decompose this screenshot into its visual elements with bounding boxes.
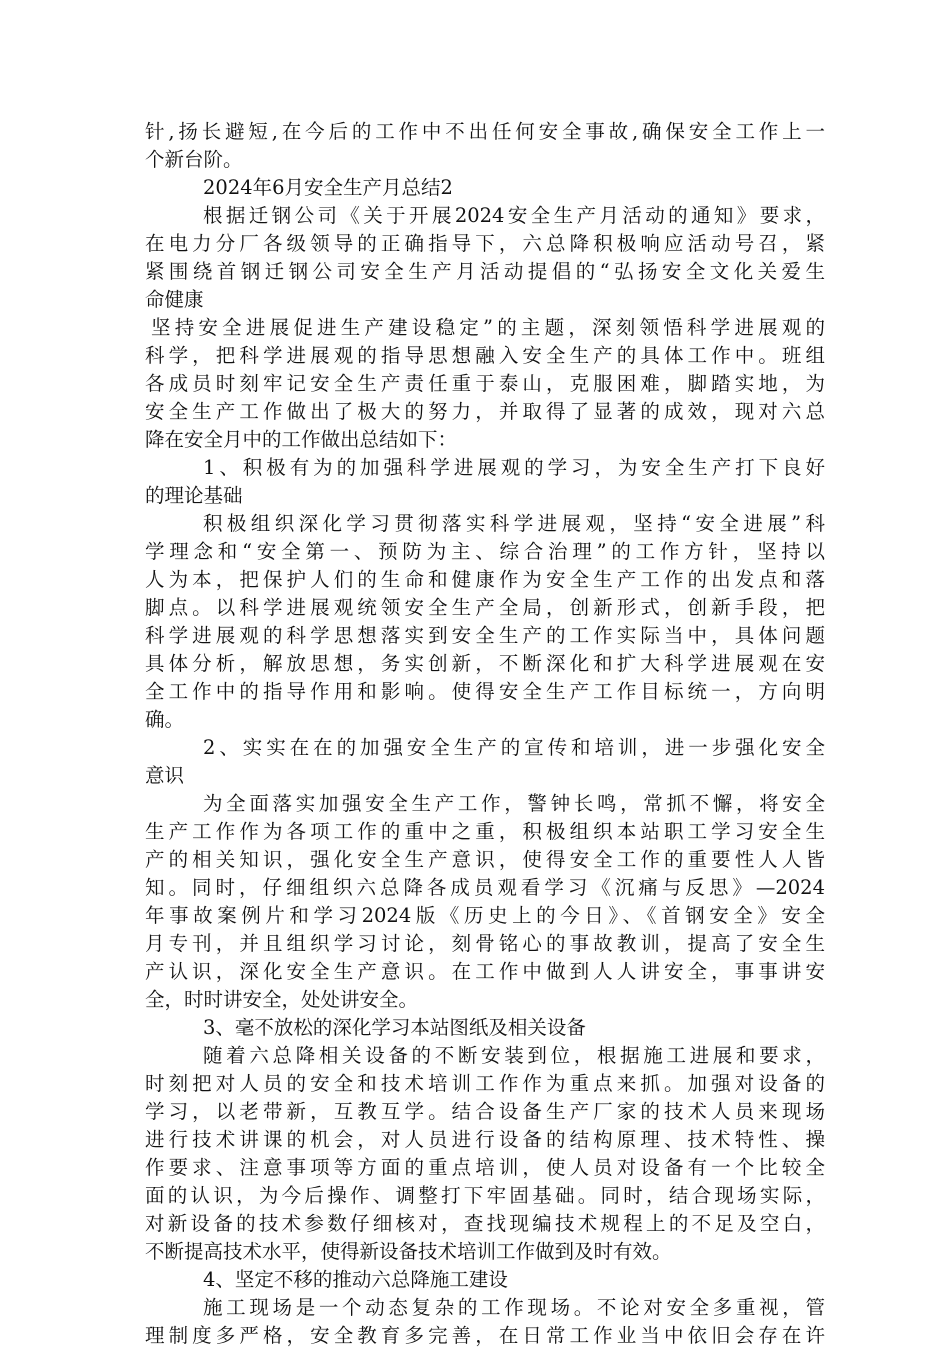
text-line: 学习，以老带新，互教互学。结合设备生产厂家的技术人员来现场 [145,1100,825,1123]
text-line: 降在安全月中的工作做出总结如下： [145,428,458,451]
text-line: 根据迁钢公司《关于开展2024安全生产月活动的通知》要求， [203,204,825,227]
text-line: 具体分析，解放思想，务实创新，不断深化和扩大科学进展观在安 [145,652,825,675]
section-heading: 2024年6月安全生产月总结2 [203,176,453,199]
text-line: 产认识，深化安全生产意识。在工作中做到人人讲安全，事事讲安 [145,960,825,983]
text-line: 施工现场是一个动态复杂的工作现场。不论对安全多重视，管 [203,1296,825,1319]
text-line: 紧围绕首钢迁钢公司安全生产月活动提倡的“弘扬安全文化关爱生 [145,260,825,283]
text-line: 各成员时刻牢记安全生产责任重于泰山，克服困难，脚踏实地，为 [145,372,825,395]
text-line: 安全生产工作做出了极大的努力，并取得了显著的成效，现对六总 [145,400,825,423]
text-line: 命健康 [145,288,204,311]
subheading-line: 1、积极有为的加强科学进展观的学习，为安全生产打下良好 [203,456,825,479]
document-body [145,118,825,1350]
subheading-line: 4、坚定不移的推动六总降施工建设 [203,1268,508,1291]
text-line: 面的认识，为今后操作、调整打下牢固基础。同时，结合现场实际， [145,1184,825,1207]
text-line: 全，时时讲安全，处处讲安全。 [145,988,419,1011]
text-line: 产的相关知识，强化安全生产意识，使得安全工作的重要性人人皆 [145,848,825,871]
text-line: 在电力分厂各级领导的正确指导下，六总降积极响应活动号召，紧 [145,232,825,255]
text-line: 对新设备的技术参数仔细核对，查找现编技术规程上的不足及空白， [145,1212,825,1235]
text-line: 随着六总降相关设备的不断安装到位，根据施工进展和要求， [203,1044,825,1067]
subheading-line: 3、毫不放松的深化学习本站图纸及相关设备 [203,1016,586,1039]
text-line: 知。同时，仔细组织六总降各成员观看学习《沉痛与反思》—2024 [145,876,825,899]
text-line: 时刻把对人员的安全和技术培训工作作为重点来抓。加强对设备的 [145,1072,825,1095]
text-line: 坚持安全进展促进生产建设稳定”的主题，深刻领悟科学进展观的 [151,316,825,339]
text-line: 生产工作作为各项工作的重中之重，积极组织本站职工学习安全生 [145,820,825,843]
text-line: 脚点。以科学进展观统领安全生产全局，创新形式，创新手段，把 [145,596,825,619]
text-line: 确。 [145,708,185,731]
text-line: 针,扬长避短,在今后的工作中不出任何安全事故,确保安全工作上一 [145,120,825,143]
text-line: 人为本，把保护人们的生命和健康作为安全生产工作的出发点和落 [145,568,825,591]
subheading-line: 2、实实在在的加强安全生产的宣传和培训，进一步强化安全 [203,736,825,759]
text-line: 科学，把科学进展观的指导思想融入安全生产的具体工作中。班组 [145,344,825,367]
text-line: 为全面落实加强安全生产工作，警钟长鸣，常抓不懈，将安全 [203,792,825,815]
text-line: 理制度多严格，安全教育多完善，在日常工作业当中依旧会存在许 [145,1324,825,1347]
subheading-line: 的理论基础 [145,484,243,507]
text-line: 个新台阶。 [145,148,243,171]
text-line: 不断提高技术水平，使得新设备技术培训工作做到及时有效。 [145,1240,672,1263]
subheading-line: 意识 [145,764,185,787]
text-line: 科学进展观的科学思想落实到安全生产的工作实际当中，具体问题 [145,624,825,647]
text-line: 作要求、注意事项等方面的重点培训，使人员对设备有一个比较全 [145,1156,825,1179]
text-line: 年事故案例片和学习2024版《历史上的今日》、《首钢安全》安全 [145,904,825,927]
text-line: 全工作中的指导作用和影响。使得安全生产工作目标统一，方向明 [145,680,825,703]
text-line: 进行技术讲课的机会，对人员进行设备的结构原理、技术特性、操 [145,1128,825,1151]
text-line: 月专刊，并且组织学习讨论，刻骨铭心的事故教训，提高了安全生 [145,932,825,955]
text-line: 积极组织深化学习贯彻落实科学进展观，坚持“安全进展”科 [203,512,825,535]
text-line: 学理念和“安全第一、预防为主、综合治理”的工作方针，坚持以 [145,540,825,563]
